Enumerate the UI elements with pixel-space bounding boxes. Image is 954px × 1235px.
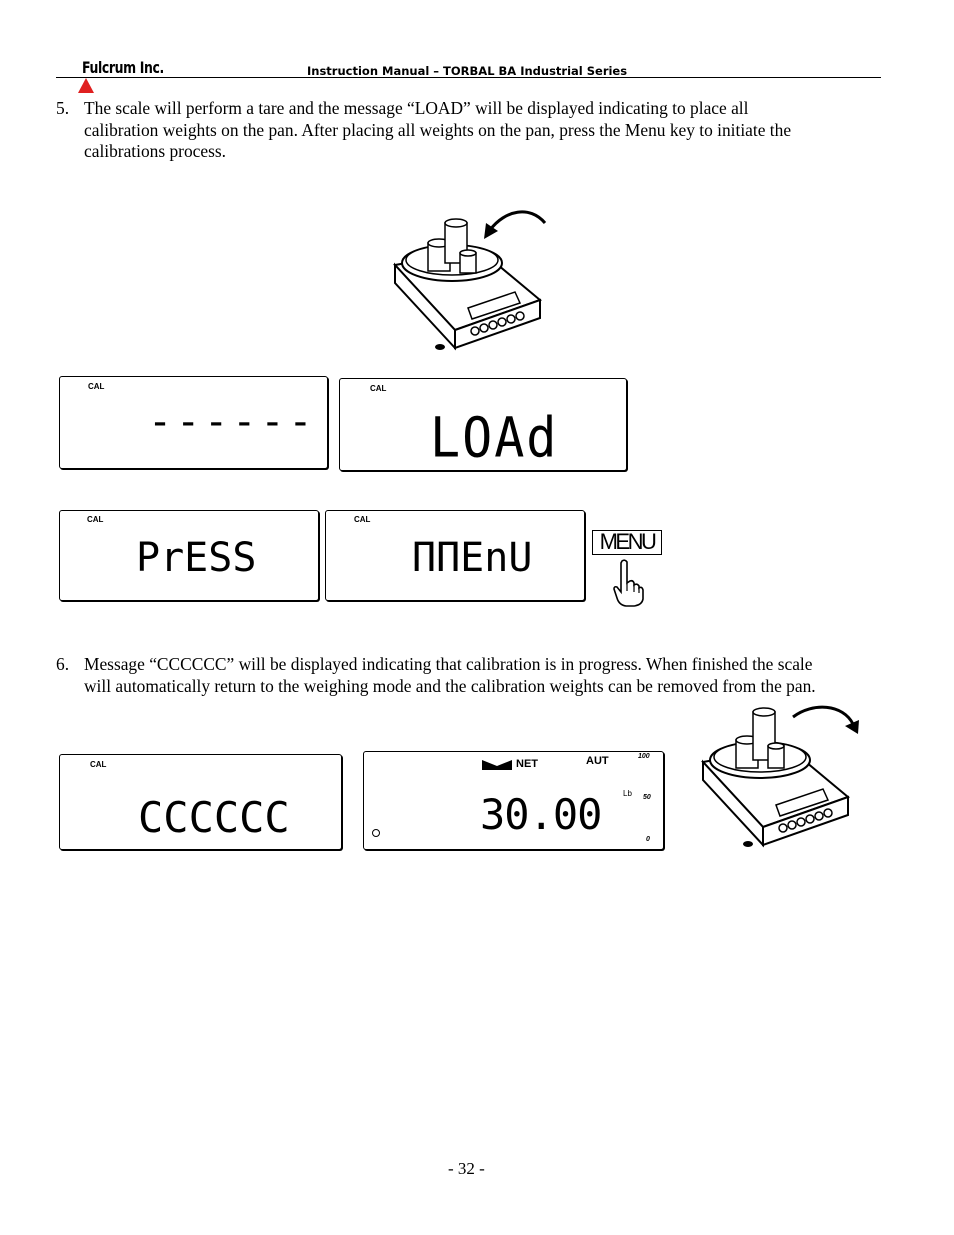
pointing-hand-icon (612, 559, 646, 607)
cal-indicator: CAL (354, 515, 371, 524)
weight-readout: 30.00 (480, 790, 602, 839)
lcd-readout: CCCCCC (138, 793, 290, 842)
lcd-readout: PrESS (136, 535, 257, 581)
step-text-line: calibration weights on the pan. After placing all weights on the pan, press the Menu key to initiate the (84, 119, 792, 140)
step-number: 5. (56, 98, 70, 118)
net-indicator: NET (516, 758, 538, 770)
cal-indicator: CAL (88, 382, 105, 391)
company-logo: Fulcrum Inc. (82, 58, 164, 77)
scale-weights-removed-illustration (698, 702, 863, 854)
lcd-display-dashes (59, 376, 328, 469)
header-divider (56, 77, 881, 78)
auto-indicator: AUT (586, 755, 609, 767)
document-title: Instruction Manual – TORBAL BA Industrial Series (307, 64, 628, 78)
lcd-display-menu (325, 510, 585, 601)
step-number: 6. (56, 654, 70, 674)
bar-graph-top: 100 (638, 753, 650, 760)
cal-indicator: CAL (90, 760, 107, 769)
lcd-readout: ------ (148, 399, 317, 445)
arrow-curve-icon (793, 707, 853, 724)
menu-key (592, 530, 662, 555)
step-text-line: calibrations process. (84, 141, 226, 161)
bar-graph-mid: 50 (643, 794, 651, 801)
arrow-curve-icon (490, 212, 545, 230)
cal-indicator: CAL (370, 384, 387, 393)
cal-indicator: CAL (87, 515, 104, 524)
scale-with-weights-illustration (390, 205, 555, 357)
zero-indicator-icon (372, 829, 380, 837)
bar-graph-bottom: 0 (646, 836, 650, 843)
step-text-line: will automatically return to the weighing mode and the calibration weights can be removed from the pan. (84, 675, 816, 696)
menu-key-label: MENU (599, 529, 655, 554)
lcd-readout: ΠΠEnU (412, 535, 533, 581)
lcd-readout: LOAd (430, 406, 559, 470)
lcd-display-load (339, 378, 627, 471)
lcd-display-cccccc (59, 754, 342, 850)
step-text-line: The scale will perform a tare and the message “LOAD” will be displayed indicating to place all (84, 98, 749, 118)
page-number: - 32 - (448, 1159, 485, 1178)
logo-marker-icon (78, 78, 94, 93)
lcd-display-press (59, 510, 319, 601)
step-5 (56, 98, 886, 168)
lcd-display-weighing (363, 751, 664, 850)
stable-indicator-icon (482, 759, 512, 771)
step-text-line: Message “CCCCCC” will be displayed indicating that calibration is in progress. When finished the scale (84, 654, 813, 674)
step-6 (56, 654, 886, 702)
unit-indicator: Lb (623, 789, 632, 798)
